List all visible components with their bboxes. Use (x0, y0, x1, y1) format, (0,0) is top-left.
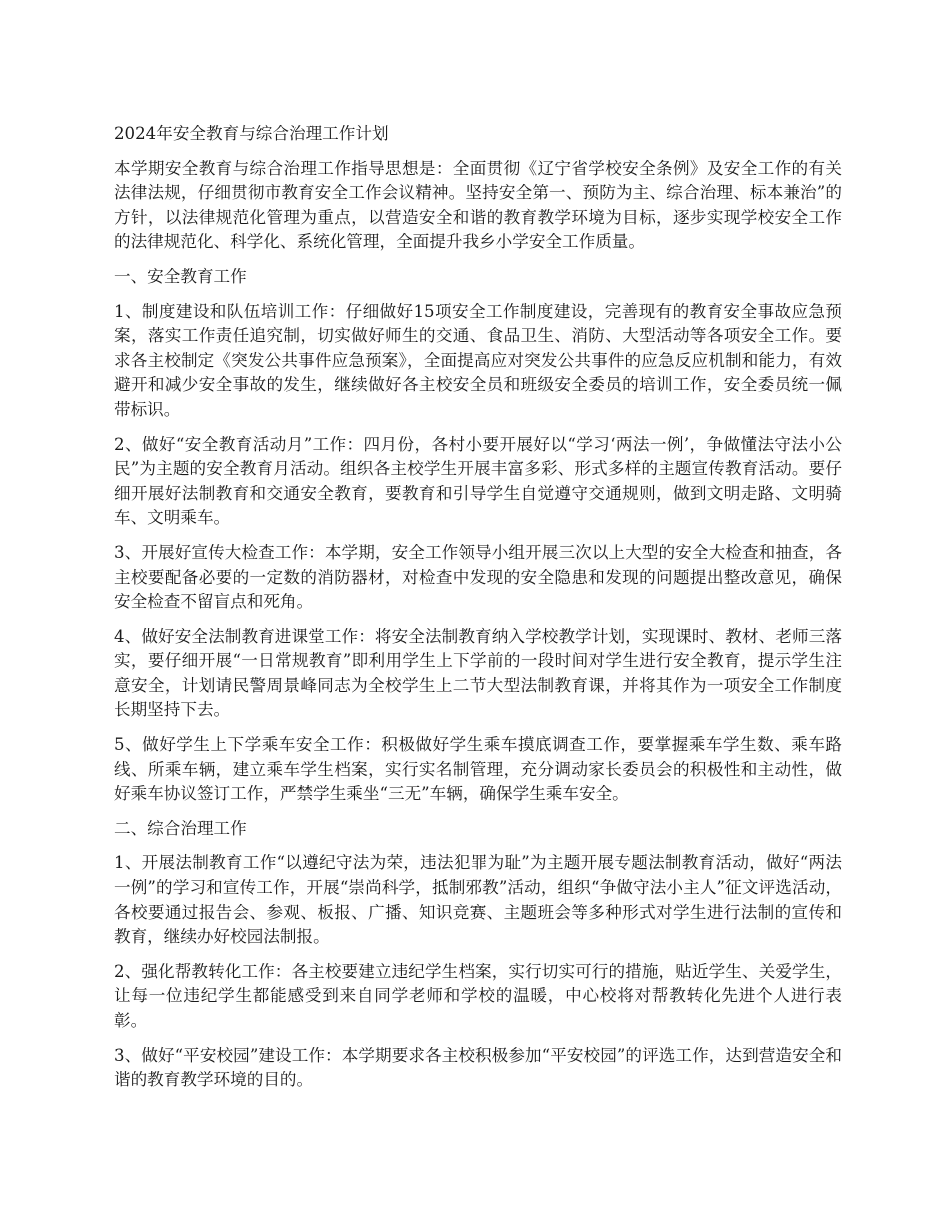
section1-item-3: 3、开展好宣传大检查工作：本学期，安全工作领导小组开展三次以上大型的安全大检查和抽查，各主校要配备必要的一定数的消防器材，对检查中发现的安全隐患和发现的问题提出整改意见，确保安全检查不留盲点和死角。 (114, 542, 842, 612)
document-page (114, 122, 842, 1103)
section2-item-3: 3、做好“平安校园”建设工作：本学期要求各主校积极参加“平安校园”的评选工作，达到营造安全和谐的教育教学环境的目的。 (114, 1045, 842, 1090)
section2-item-1: 1、开展法制教育工作“以遵纪守法为荣，违法犯罪为耻”为主题开展专题法制教育活动，做好“两法一例”的学习和宣传工作，开展“崇尚科学，抵制邪教”活动，组织“争做守法小主人”征文评选活动，各校要通过报告会、参观、板报、广播、知识竞赛、主题班会等多种形式对学生进行法制的宣传和教育，继续办好校园法制报。 (114, 853, 842, 947)
section1-item-4: 4、做好安全法制教育进课堂工作：将安全法制教育纳入学校教学计划，实现课时、教材、老师三落实，要仔细开展“一日常规教育”即利用学生上下学前的一段时间对学生进行安全教育，提示学生注意安全，计划请民警周景峰同志为全校学生上二节大型法制教育课，并将其作为一项安全工作制度长期坚持下去。 (114, 626, 842, 720)
section1-item-2: 2、做好“安全教育活动月”工作：四月份，各村小要开展好以“学习‘两法一例’，争做懂法守法小公民”为主题的安全教育月活动。组织各主校学生开展丰富多彩、形式多样的主题宣传教育活动。要仔细开展好法制教育和交通安全教育，要教育和引导学生自觉遵守交通规则，做到文明走路、文明骑车、文明乘车。 (114, 434, 842, 528)
section-heading-comprehensive-governance: 二、综合治理工作 (114, 818, 247, 838)
section1-item-5: 5、做好学生上下学乘车安全工作：积极做好学生乘车摸底调查工作，要掌握乘车学生数、乘车路线、所乘车辆，建立乘车学生档案，实行实名制管理，充分调动家长委员会的积极性和主动性，做好乘车协议签订工作，严禁学生乘坐“三无”车辆，确保学生乘车安全。 (114, 735, 842, 804)
document-title: 2024年安全教育与综合治理工作计划 (114, 124, 389, 143)
intro-paragraph: 本学期安全教育与综合治理工作指导思想是：全面贯彻《辽宁省学校安全条例》及安全工作的有关法律法规，仔细贯彻市教育安全工作会议精神。坚持安全第一、预防为主、综合治理、标本兼治”的方针，以法律规范化管理为重点，以营造安全和谐的教育教学环境为目标，逐步实现学校安全工作的法律规范化、科学化、系统化管理，全面提升我乡小学安全工作质量。 (114, 158, 842, 252)
section2-item-2: 2、强化帮教转化工作：各主校要建立违纪学生档案，实行切实可行的措施，贴近学生、关爱学生，让每一位违纪学生都能感受到来自同学老师和学校的温暖，中心校将对帮教转化先进个人进行表彰。 (114, 961, 842, 1030)
section1-item-1: 1、制度建设和队伍培训工作：仔细做好15项安全工作制度建设，完善现有的教育安全事故应急预案，落实工作责任追究制，切实做好师生的交通、食品卫生、消防、大型活动等各项安全工作。要求各主校制定《突发公共事件应急预案》，全面提高应对突发公共事件的应急反应机制和能力，有效避开和减少安全事故的发生，继续做好各主校安全员和班级安全委员的培训工作，安全委员统一佩带标识。 (114, 301, 842, 419)
section-heading-safety-education: 一、安全教育工作 (114, 266, 247, 286)
